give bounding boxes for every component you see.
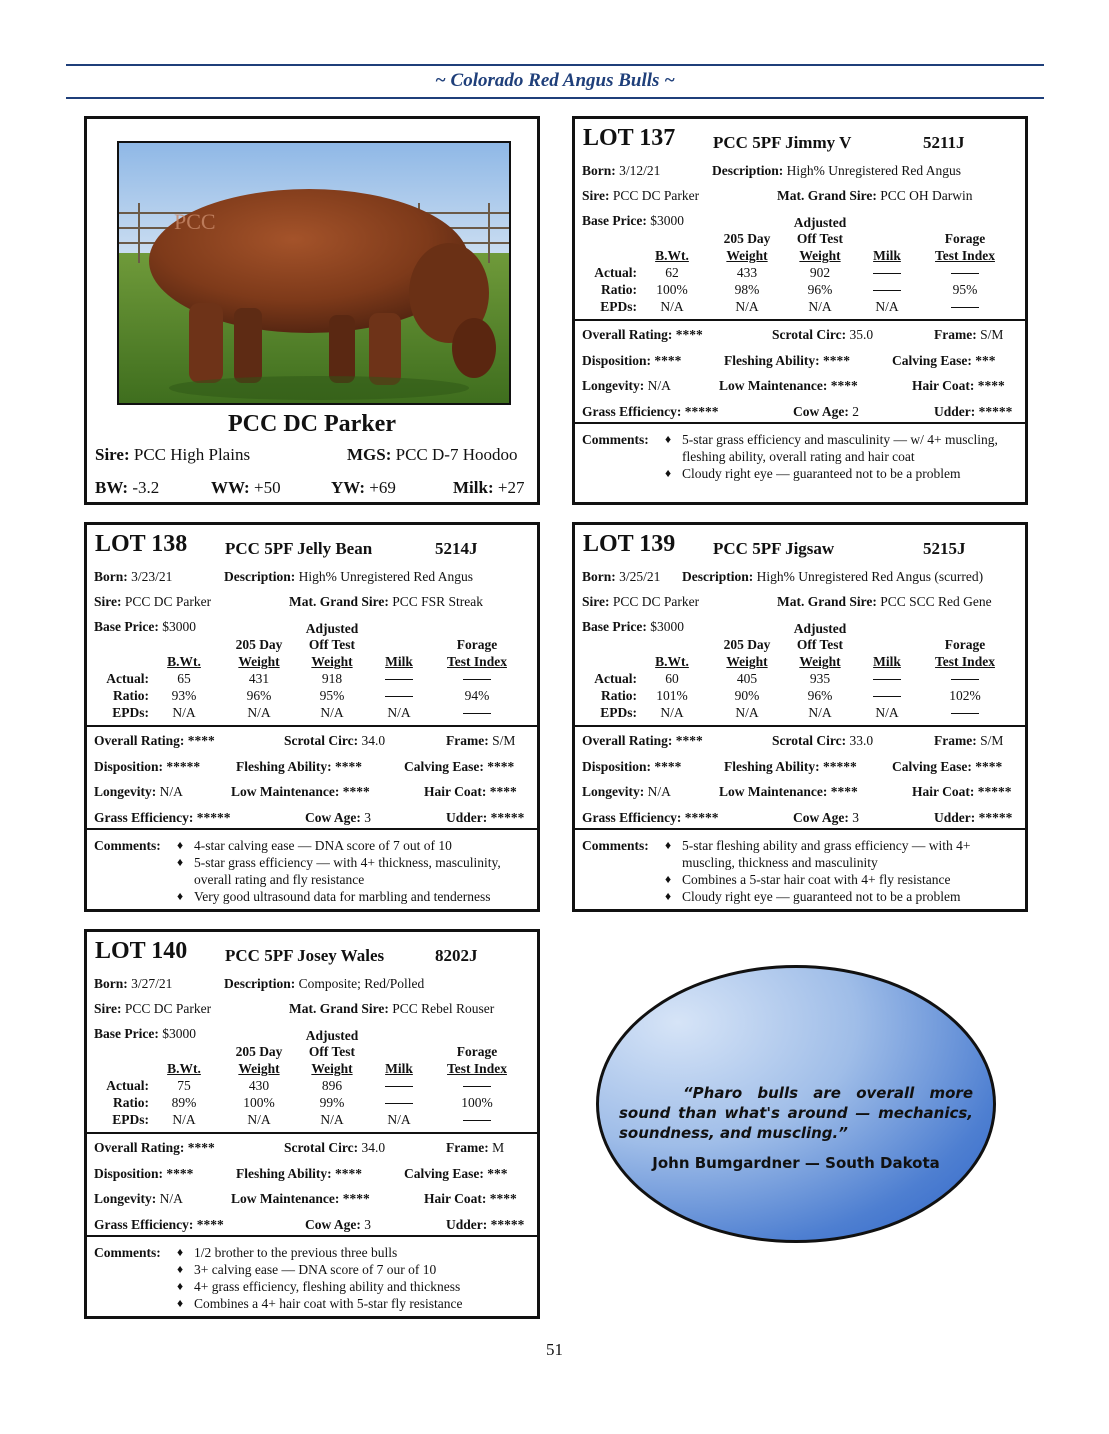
table-header: Weight: [799, 654, 841, 669]
comment-item: ♦ 4+ grass efficiency, fleshing ability and thickness: [177, 1278, 529, 1295]
table-cell: 95%: [319, 688, 345, 703]
table-cell: N/A: [660, 299, 684, 314]
table-header: Off Test: [796, 637, 844, 652]
comments-list: [665, 837, 1017, 905]
featured-sire-card: [84, 116, 540, 505]
table-cell: 100%: [243, 1095, 275, 1110]
empty-dash: [951, 307, 979, 308]
table-header: 205 Day: [235, 637, 283, 652]
lot-tag-number: 8202J: [435, 946, 478, 965]
description: Description: High% Unregistered Red Angus (scurred): [682, 569, 984, 584]
table-header: Test Index: [447, 1061, 507, 1076]
table-cell: 100%: [656, 282, 688, 297]
table-cell: N/A: [808, 299, 832, 314]
row-label: Actual:: [594, 265, 637, 280]
lot-card-137: [572, 116, 1028, 505]
rating-grass: Grass Efficiency: *****: [582, 403, 719, 419]
row-label: EPDs:: [600, 705, 637, 720]
table-cell: 896: [321, 1078, 343, 1093]
lot-number: LOT 139: [583, 531, 676, 557]
rating-fleshing: Fleshing Ability: ****: [724, 352, 851, 368]
empty-dash: [873, 290, 901, 291]
lot-number: LOT 137: [583, 125, 676, 151]
table-cell: [437, 1112, 517, 1128]
rating-cowage: Cow Age: 2: [793, 403, 859, 419]
description: Description: Composite; Red/Polled: [224, 976, 425, 991]
rating-fleshing: Fleshing Ability: *****: [724, 758, 857, 774]
lot-bull-name: PCC 5PF Jelly Bean: [225, 539, 373, 558]
table-cell: 935: [809, 671, 831, 686]
table-header: Weight: [238, 1061, 280, 1076]
rating-cowage: Cow Age: 3: [305, 1216, 371, 1232]
table-cell: 431: [248, 671, 270, 686]
rating-udder: Udder: *****: [446, 1216, 525, 1232]
rating-calving: Calving Ease: ***: [892, 352, 996, 368]
table-header: Weight: [238, 654, 280, 669]
divider: [87, 1235, 537, 1237]
table-cell: N/A: [735, 705, 759, 720]
table-cell: [359, 688, 439, 704]
lot-bull-name: PCC 5PF Jimmy V: [713, 133, 852, 152]
rating-disposition: Disposition: ****: [582, 758, 682, 774]
rating-cowage: Cow Age: 3: [793, 809, 859, 825]
table-header: Test Index: [935, 654, 995, 669]
table-cell: 101%: [656, 688, 688, 703]
table-cell: 96%: [807, 282, 833, 297]
table-header: Milk: [873, 248, 901, 263]
empty-dash: [385, 1086, 413, 1087]
comments-list: [665, 431, 1017, 482]
table-cell: [437, 1078, 517, 1094]
rating-fleshing: Fleshing Ability: ****: [236, 1165, 363, 1181]
born: Born: 3/12/21: [582, 163, 661, 178]
sire: Sire: PCC DC Parker: [582, 594, 700, 609]
table-header: Forage: [456, 637, 498, 652]
base-price: Base Price: $3000: [582, 213, 684, 228]
featured-bw: BW: -3.2: [95, 478, 160, 497]
sire: Sire: PCC DC Parker: [582, 188, 700, 203]
row-label: Actual:: [594, 671, 637, 686]
table-cell: N/A: [320, 1112, 344, 1127]
table-header: Weight: [726, 654, 768, 669]
rating-longevity: Longevity: N/A: [94, 784, 183, 799]
empty-dash: [873, 679, 901, 680]
row-label: EPDs:: [112, 1112, 149, 1127]
born: Born: 3/27/21: [94, 976, 173, 991]
empty-dash: [385, 679, 413, 680]
rating-lowmaint: Low Maintenance: ****: [231, 1191, 370, 1206]
table-header: 205 Day: [723, 231, 771, 246]
rating-fleshing: Fleshing Ability: ****: [236, 758, 363, 774]
base-price: Base Price: $3000: [94, 619, 196, 634]
lot-tag-number: 5215J: [923, 539, 966, 558]
rating-grass: Grass Efficiency: *****: [582, 809, 719, 825]
testimonial-text: “Pharo bulls are overall more sound than what's around — mechanics, soundness, and muscling.”: [619, 1084, 973, 1142]
born: Born: 3/23/21: [94, 569, 173, 584]
divider: [87, 725, 537, 727]
table-cell: 96%: [246, 688, 272, 703]
table-cell: 93%: [171, 688, 197, 703]
header-rule-bottom: [66, 97, 1044, 99]
row-label: Ratio:: [113, 688, 149, 703]
header-rule-top: [66, 64, 1044, 66]
row-label: Actual:: [106, 1078, 149, 1093]
featured-name: PCC DC Parker: [228, 411, 396, 437]
table-cell: [437, 705, 517, 721]
lot-bull-name: PCC 5PF Josey Wales: [225, 946, 385, 965]
table-cell: 94%: [464, 688, 490, 703]
testimonial-bubble: [596, 965, 996, 1243]
table-cell: 102%: [949, 688, 981, 703]
mat-grand-sire: Mat. Grand Sire: PCC Rebel Rouser: [289, 1001, 495, 1016]
comment-item: ♦ 4-star calving ease — DNA score of 7 out of 10: [177, 837, 529, 854]
rating-haircoat: Hair Coat: ****: [424, 1191, 517, 1206]
table-cell: [359, 1095, 439, 1111]
rating-grass: Grass Efficiency: ****: [94, 1216, 224, 1232]
rating-lowmaint: Low Maintenance: ****: [231, 784, 370, 799]
table-header: B.Wt.: [655, 654, 689, 669]
rating-scrotal: Scrotal Circ: 35.0: [772, 327, 874, 342]
table-cell: [925, 299, 1005, 315]
table-header: Weight: [726, 248, 768, 263]
divider: [87, 1132, 537, 1134]
row-label: Ratio:: [113, 1095, 149, 1110]
table-header: 205 Day: [723, 637, 771, 652]
comment-item: ♦ Cloudy right eye — guaranteed not to be a problem: [665, 465, 1017, 482]
rating-grass: Grass Efficiency: *****: [94, 809, 231, 825]
rating-overall: Overall Rating: ****: [582, 327, 703, 342]
empty-dash: [385, 1103, 413, 1104]
table-cell: 405: [736, 671, 758, 686]
table-header: Milk: [385, 654, 413, 669]
rating-haircoat: Hair Coat: *****: [912, 784, 1012, 799]
table-header: Adjusted: [305, 621, 359, 636]
table-cell: 96%: [807, 688, 833, 703]
table-cell: 75: [177, 1078, 191, 1093]
rating-cowage: Cow Age: 3: [305, 809, 371, 825]
comments-list: [177, 1244, 529, 1312]
empty-dash: [951, 273, 979, 274]
rating-frame: Frame: S/M: [934, 733, 1004, 748]
table-cell: [847, 671, 927, 687]
comments-label: Comments:: [582, 838, 649, 853]
lot-bull-name: PCC 5PF Jigsaw: [713, 539, 835, 558]
rating-overall: Overall Rating: ****: [94, 733, 215, 748]
bull-photo-image: [119, 143, 509, 403]
row-label: Ratio:: [601, 282, 637, 297]
lot-tag-number: 5214J: [435, 539, 478, 558]
performance-table: [94, 1028, 530, 1130]
lot-number: LOT 138: [95, 531, 188, 557]
table-cell: [925, 265, 1005, 281]
comment-item: ♦ 1/2 brother to the previous three bulls: [177, 1244, 529, 1261]
row-label: Actual:: [106, 671, 149, 686]
comments-label: Comments:: [582, 432, 649, 447]
table-cell: 90%: [734, 688, 760, 703]
table-header: Adjusted: [793, 215, 847, 230]
comment-item: ♦ 5-star grass efficiency — with 4+ thickness, masculinity, overall rating and fly resistance: [177, 854, 529, 888]
rating-disposition: Disposition: ****: [94, 1165, 194, 1181]
comment-item: ♦ Combines a 4+ hair coat with 5-star fly resistance: [177, 1295, 529, 1312]
empty-dash: [385, 696, 413, 697]
performance-table: [582, 215, 1018, 317]
table-cell: 918: [321, 671, 343, 686]
table-header: B.Wt.: [167, 654, 201, 669]
table-cell: 100%: [461, 1095, 493, 1110]
table-cell: 89%: [171, 1095, 197, 1110]
table-header: Milk: [873, 654, 901, 669]
table-header: Test Index: [935, 248, 995, 263]
divider: [575, 828, 1025, 830]
table-cell: [847, 282, 927, 298]
comment-item: ♦ Combines a 5-star hair coat with 4+ fly resistance: [665, 871, 1017, 888]
rating-frame: Frame: M: [446, 1140, 505, 1155]
table-header: Forage: [944, 637, 986, 652]
table-cell: [925, 671, 1005, 687]
table-header: Weight: [311, 654, 353, 669]
mat-grand-sire: Mat. Grand Sire: PCC OH Darwin: [777, 188, 973, 203]
table-cell: [359, 1078, 439, 1094]
table-cell: N/A: [247, 705, 271, 720]
lot-card-140: [84, 929, 540, 1319]
table-cell: 65: [177, 671, 191, 686]
lot-card-138: [84, 522, 540, 912]
empty-dash: [463, 713, 491, 714]
table-cell: 98%: [734, 282, 760, 297]
table-header: Adjusted: [305, 1028, 359, 1043]
sire: Sire: PCC DC Parker: [94, 594, 212, 609]
empty-dash: [463, 679, 491, 680]
rating-calving: Calving Ease: ****: [892, 758, 1003, 774]
empty-dash: [951, 713, 979, 714]
featured-milk: Milk: +27: [453, 478, 525, 497]
table-header: Forage: [944, 231, 986, 246]
page-title: ~ Colorado Red Angus Bulls ~: [434, 70, 676, 91]
description: Description: High% Unregistered Red Angus: [224, 569, 473, 584]
table-cell: 95%: [952, 282, 978, 297]
table-cell: N/A: [875, 299, 899, 314]
table-cell: N/A: [387, 1112, 411, 1127]
table-cell: N/A: [387, 705, 411, 720]
table-header: Weight: [799, 248, 841, 263]
rating-udder: Udder: *****: [934, 403, 1013, 419]
rating-overall: Overall Rating: ****: [94, 1140, 215, 1155]
rating-disposition: Disposition: ****: [582, 352, 682, 368]
rating-udder: Udder: *****: [934, 809, 1013, 825]
table-cell: N/A: [875, 705, 899, 720]
table-header: 205 Day: [235, 1044, 283, 1059]
lot-tag-number: 5211J: [923, 133, 965, 152]
bull-photo: [117, 141, 511, 405]
table-header: Adjusted: [793, 621, 847, 636]
empty-dash: [873, 273, 901, 274]
featured-ww: WW: +50: [211, 478, 281, 497]
empty-dash: [951, 679, 979, 680]
empty-dash: [463, 1086, 491, 1087]
rating-scrotal: Scrotal Circ: 34.0: [284, 1140, 386, 1155]
rating-calving: Calving Ease: ****: [404, 758, 515, 774]
table-cell: N/A: [172, 705, 196, 720]
description: Description: High% Unregistered Red Angus: [712, 163, 961, 178]
base-price: Base Price: $3000: [94, 1026, 196, 1041]
featured-yw: YW: +69: [331, 478, 396, 497]
table-cell: N/A: [247, 1112, 271, 1127]
rating-overall: Overall Rating: ****: [582, 733, 703, 748]
lot-number: LOT 140: [95, 938, 188, 964]
table-header: B.Wt.: [167, 1061, 201, 1076]
empty-dash: [463, 1120, 491, 1121]
rating-longevity: Longevity: N/A: [94, 1191, 183, 1206]
table-cell: [847, 688, 927, 704]
empty-dash: [873, 696, 901, 697]
table-header: Off Test: [796, 231, 844, 246]
table-cell: [925, 705, 1005, 721]
comment-item: ♦ Very good ultrasound data for marbling and tenderness: [177, 888, 529, 905]
rating-frame: Frame: S/M: [934, 327, 1004, 342]
table-header: Milk: [385, 1061, 413, 1076]
rating-disposition: Disposition: *****: [94, 758, 201, 774]
table-cell: 60: [665, 671, 679, 686]
divider: [575, 319, 1025, 321]
brand-mark: PCC: [174, 209, 216, 234]
table-cell: N/A: [660, 705, 684, 720]
comments-label: Comments:: [94, 838, 161, 853]
rating-lowmaint: Low Maintenance: ****: [719, 378, 858, 393]
rating-scrotal: Scrotal Circ: 34.0: [284, 733, 386, 748]
rating-udder: Udder: *****: [446, 809, 525, 825]
table-cell: 433: [736, 265, 758, 280]
featured-mgs: MGS: PCC D-7 Hoodoo: [347, 445, 518, 464]
rating-longevity: Longevity: N/A: [582, 784, 671, 799]
table-cell: N/A: [808, 705, 832, 720]
page-number: 51: [546, 1340, 563, 1359]
comments-label: Comments:: [94, 1245, 161, 1260]
table-header: Test Index: [447, 654, 507, 669]
rating-haircoat: Hair Coat: ****: [912, 378, 1005, 393]
rating-lowmaint: Low Maintenance: ****: [719, 784, 858, 799]
table-header: Forage: [456, 1044, 498, 1059]
rating-calving: Calving Ease: ***: [404, 1165, 508, 1181]
testimonial-author: John Bumgardner — South Dakota: [652, 1154, 940, 1172]
mat-grand-sire: Mat. Grand Sire: PCC SCC Red Gene: [777, 594, 992, 609]
table-header: B.Wt.: [655, 248, 689, 263]
rating-haircoat: Hair Coat: ****: [424, 784, 517, 799]
table-cell: [847, 265, 927, 281]
sire: Sire: PCC DC Parker: [94, 1001, 212, 1016]
table-header: Off Test: [308, 637, 356, 652]
table-cell: 62: [665, 265, 679, 280]
rating-scrotal: Scrotal Circ: 33.0: [772, 733, 874, 748]
table-cell: 902: [809, 265, 831, 280]
table-cell: 430: [248, 1078, 270, 1093]
table-cell: 99%: [319, 1095, 345, 1110]
comment-item: ♦ Cloudy right eye — guaranteed not to be a problem: [665, 888, 1017, 905]
row-label: EPDs:: [112, 705, 149, 720]
table-cell: [437, 671, 517, 687]
table-cell: N/A: [320, 705, 344, 720]
lot-header: [95, 938, 529, 968]
table-header: Weight: [311, 1061, 353, 1076]
comment-item: ♦ 5-star fleshing ability and grass efficiency — with 4+ muscling, thickness and masculinity: [665, 837, 1017, 871]
lot-header: [583, 531, 1017, 561]
performance-table: [94, 621, 530, 723]
table-cell: N/A: [735, 299, 759, 314]
row-label: EPDs:: [600, 299, 637, 314]
lot-header: [583, 125, 1017, 155]
base-price: Base Price: $3000: [582, 619, 684, 634]
rating-longevity: Longevity: N/A: [582, 378, 671, 393]
divider: [575, 725, 1025, 727]
featured-sire: Sire: PCC High Plains: [95, 445, 251, 464]
divider: [87, 828, 537, 830]
comment-item: ♦ 5-star grass efficiency and masculinity — w/ 4+ muscling, fleshing ability, overall rating and hair coat: [665, 431, 1017, 465]
born: Born: 3/25/21: [582, 569, 661, 584]
table-header: Off Test: [308, 1044, 356, 1059]
mat-grand-sire: Mat. Grand Sire: PCC FSR Streak: [289, 594, 484, 609]
performance-table: [582, 621, 1018, 723]
table-cell: N/A: [172, 1112, 196, 1127]
lot-card-139: [572, 522, 1028, 912]
row-label: Ratio:: [601, 688, 637, 703]
comments-list: [177, 837, 529, 905]
lot-header: [95, 531, 529, 561]
table-cell: [359, 671, 439, 687]
comment-item: ♦ 3+ calving ease — DNA score of 7 our of 10: [177, 1261, 529, 1278]
divider: [575, 422, 1025, 424]
rating-frame: Frame: S/M: [446, 733, 516, 748]
